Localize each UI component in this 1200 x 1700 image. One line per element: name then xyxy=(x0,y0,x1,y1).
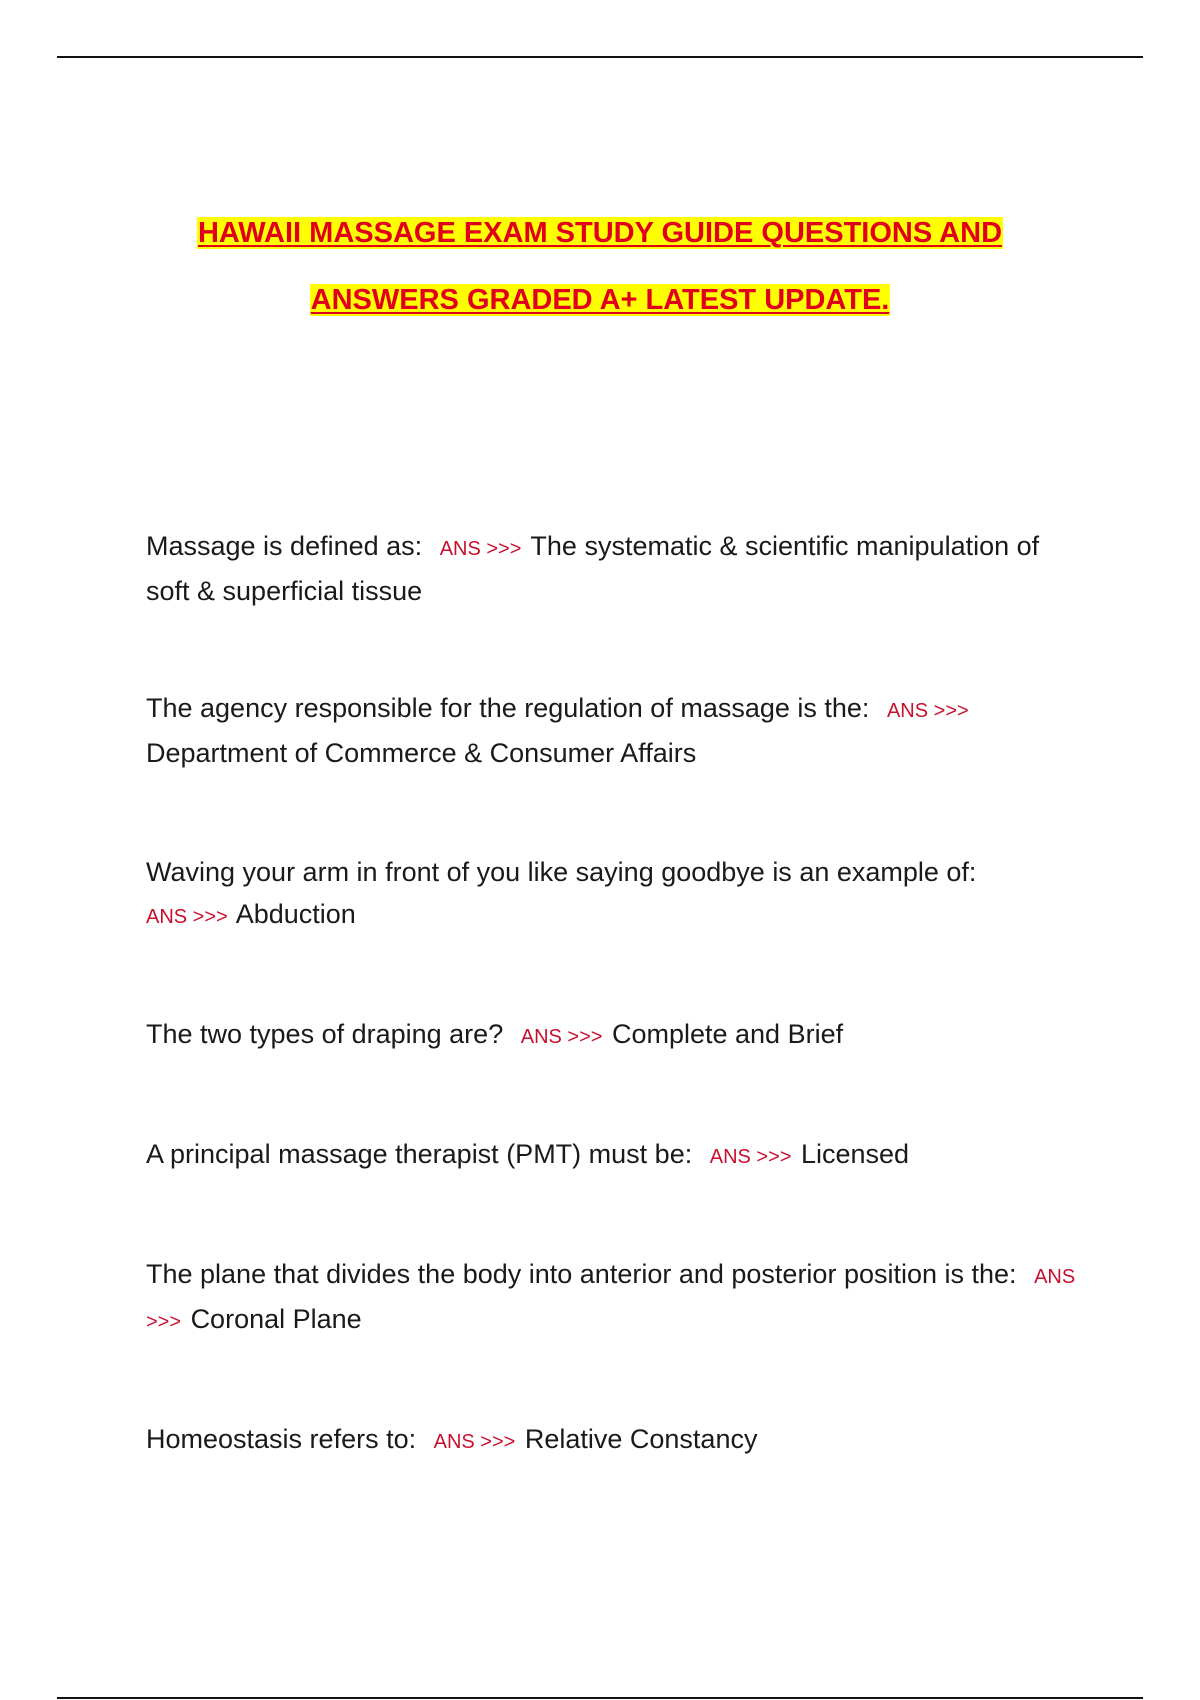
question-text: A principal massage therapist (PMT) must be: xyxy=(146,1139,693,1169)
ans-marker: ANS >>> xyxy=(433,1431,516,1453)
answer-text: Complete and Brief xyxy=(611,1019,844,1049)
title-line-2: ANSWERS GRADED A+ LATEST UPDATE. xyxy=(310,284,890,316)
qa-item xyxy=(146,525,1086,612)
ans-marker: ANS >>> xyxy=(709,1146,792,1168)
question-text: Waving your arm in front of you like saying goodbye is an example of: xyxy=(146,857,977,887)
qa-item xyxy=(146,851,1086,938)
question-text: Massage is defined as: xyxy=(146,531,423,561)
qa-item xyxy=(146,1013,1086,1058)
ans-marker: ANS >>> xyxy=(146,1266,1076,1333)
qa-item xyxy=(146,1253,1086,1343)
top-rule xyxy=(57,56,1143,58)
qa-item xyxy=(146,687,1086,774)
answer-text: Abduction xyxy=(235,899,356,929)
qa-list xyxy=(146,525,1086,1463)
question-text: The agency responsible for the regulation of massage is the: xyxy=(146,693,870,723)
ans-marker: ANS >>> xyxy=(146,906,228,928)
answer-text: Relative Constancy xyxy=(524,1424,758,1454)
ans-marker: ANS >>> xyxy=(520,1026,603,1048)
question-text: The two types of draping are? xyxy=(146,1019,504,1049)
document-title xyxy=(0,200,1200,334)
answer-text: Department of Commerce & Consumer Affairs xyxy=(146,738,697,768)
qa-item xyxy=(146,1418,1086,1463)
ans-marker: ANS >>> xyxy=(886,700,969,722)
bottom-rule xyxy=(57,1697,1143,1699)
question-text: The plane that divides the body into anterior and posterior position is the: xyxy=(146,1259,1017,1289)
answer-text: Coronal Plane xyxy=(190,1304,362,1334)
ans-marker: ANS >>> xyxy=(439,538,522,560)
title-line-1: HAWAII MASSAGE EXAM STUDY GUIDE QUESTIONS AND xyxy=(197,217,1003,249)
answer-text: Licensed xyxy=(800,1139,910,1169)
question-text: Homeostasis refers to: xyxy=(146,1424,417,1454)
answer-text: The systematic & scientific manipulation of soft & superficial tissue xyxy=(146,531,1040,606)
qa-item xyxy=(146,1133,1086,1178)
